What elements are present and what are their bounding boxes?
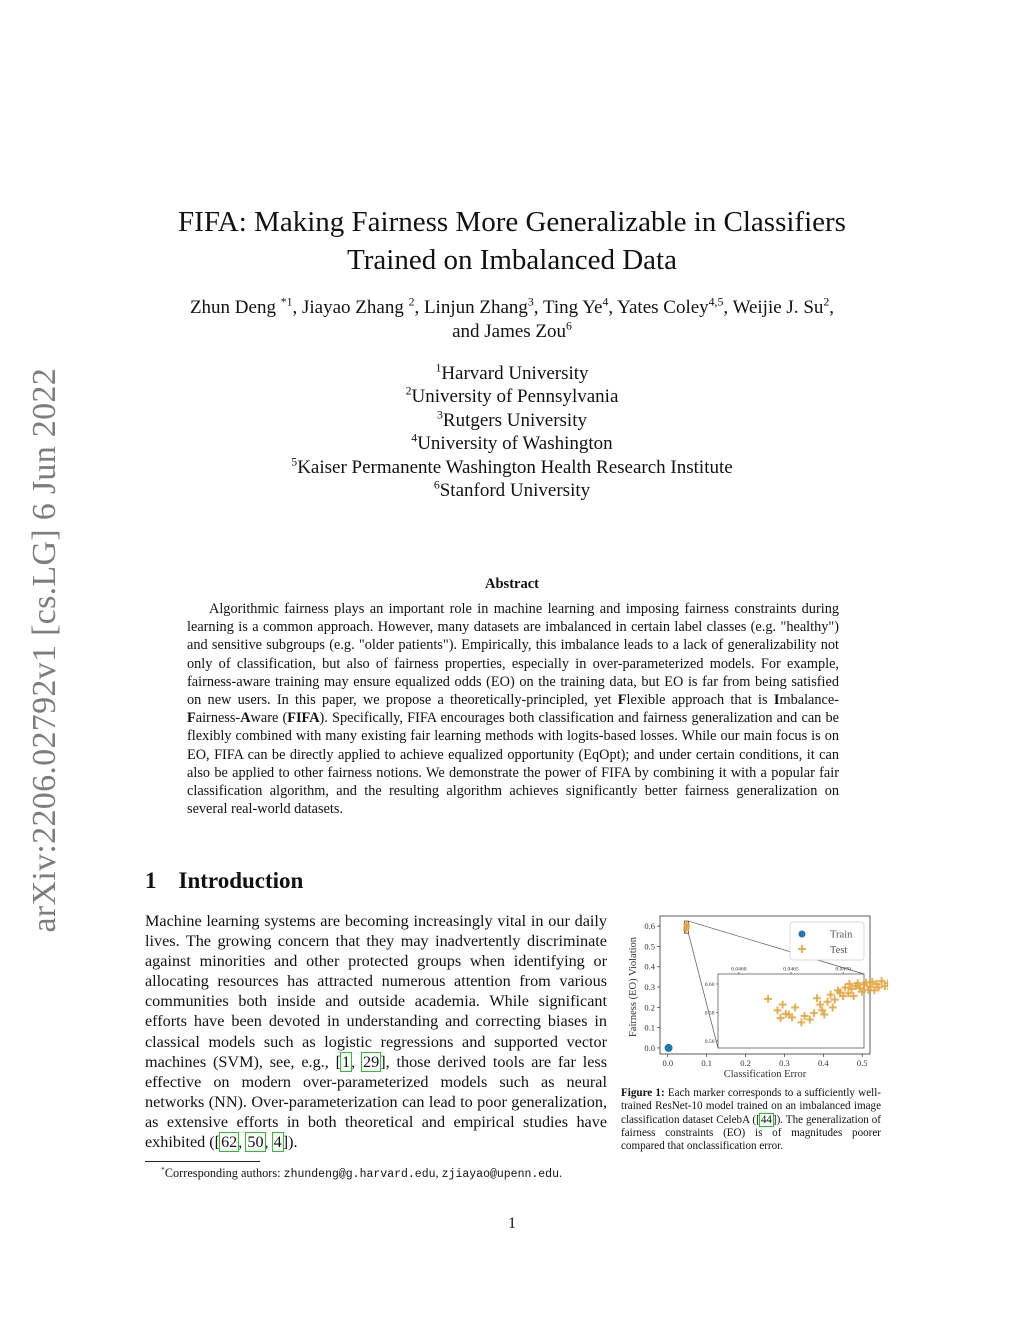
train-point xyxy=(665,1044,673,1052)
affiliation xyxy=(200,479,824,502)
abstract-part: ). Specifically, FIFA encourages both classification and fairness generalization and can be flexibly combined with many existing fair learning methods with logits-based losses. While our main focus is on EO, FIFA can be directly applied to achieve equalized opportunity (EqOpt); and under certain conditions, it can also be applied to other fairness notions. We demonstrate the power of FIFA by combining it with a popular fair classification algorithm, and the resulting algorithm achieves significantly better fairness generalization on several real-world datasets. xyxy=(187,710,839,818)
author-conjunction: and xyxy=(452,321,485,342)
section-heading-introduction xyxy=(145,868,303,894)
caption-text: Each marker corresponds to a sufficiently well-trained ResNet-10 model trained on an imbalanced image classification dataset CelebA ([ xyxy=(621,1087,881,1126)
citation-link[interactable]: 62 xyxy=(221,1133,238,1152)
inset-y-tick-label: 0.58 xyxy=(704,1010,715,1017)
intro-text: ]). xyxy=(282,1133,298,1152)
affiliation xyxy=(200,385,824,408)
inset-y-tick-label: 0.60 xyxy=(704,981,715,988)
affiliation-name: University of Pennsylvania xyxy=(411,386,619,408)
author-name: Linjun Zhang xyxy=(423,297,528,318)
y-tick-label: 0.4 xyxy=(644,961,655,972)
author-affil-mark: 6 xyxy=(566,319,572,333)
x-tick-label: 0.4 xyxy=(818,1058,829,1068)
x-tick-label: 0.5 xyxy=(856,1058,868,1068)
figure-label: Figure 1: xyxy=(621,1087,665,1099)
y-axis-label: Fairness (EO) Violation xyxy=(628,936,639,1038)
section-number: 1 xyxy=(145,868,157,893)
affiliation xyxy=(200,456,824,479)
footnote xyxy=(145,1165,615,1183)
author-affil-mark: 4 xyxy=(602,295,609,309)
abstract-heading: Abstract xyxy=(485,576,539,592)
legend-train-label: Train xyxy=(830,929,853,941)
section-title: Introduction xyxy=(178,868,304,893)
abstract-bold-letter: I xyxy=(773,692,780,709)
intro-paragraph xyxy=(145,911,607,1152)
x-tick-label: 0.3 xyxy=(779,1058,790,1068)
figure-caption xyxy=(621,1087,881,1153)
author-separator: , xyxy=(414,297,424,318)
author-separator: , xyxy=(533,297,543,318)
affiliation-name: Stanford University xyxy=(439,480,591,502)
inset-x-tick-label: 0.0470 xyxy=(835,966,851,973)
author-separator: , xyxy=(829,297,835,318)
page-number: 1 xyxy=(508,1215,516,1232)
citation-separator: , xyxy=(264,1133,273,1152)
abstract-bold-acronym: FIFA xyxy=(287,710,320,727)
affiliation-name: Kaiser Permanente Washington Health Research Institute xyxy=(297,456,733,478)
abstract-bold-letter: A xyxy=(240,710,251,727)
intro-text: ], those derived tools are far less effective on modern over-parameterized models such as neural networks (NN). Over-parameterization can lead to poor generalization, as extensive efforts in both theoretical and empirical studies have exhibited ([ xyxy=(145,1052,607,1152)
author-line-2 xyxy=(120,320,904,344)
author-name: Jiayao Zhang xyxy=(301,297,409,318)
author-affil-mark: 4,5 xyxy=(708,295,724,309)
author-affil-mark: 3 xyxy=(527,295,534,309)
inset-y-tick-label: 0.56 xyxy=(704,1038,715,1045)
affiliation-list xyxy=(200,362,824,502)
author-name: Yates Coley xyxy=(617,297,709,318)
abstract-part: mbalance- xyxy=(779,692,839,709)
affiliation-number: 2 xyxy=(405,385,412,399)
abstract-part: lexible approach that is xyxy=(626,692,774,709)
footnote-mark: * xyxy=(161,1164,165,1174)
abstract-part: airness- xyxy=(195,710,241,727)
author-separator: , xyxy=(723,297,733,318)
affiliation-number: 5 xyxy=(291,455,298,469)
paper-title xyxy=(140,203,884,279)
abstract-part: ware ( xyxy=(250,710,288,727)
affiliation-name: Harvard University xyxy=(441,363,589,384)
affiliation-number: 4 xyxy=(411,431,418,445)
author-affil-mark: 2 xyxy=(823,295,830,309)
y-tick-label: 0.5 xyxy=(644,941,655,952)
citation-link[interactable]: 44 xyxy=(760,1113,772,1126)
y-tick-label: 0.2 xyxy=(644,1002,655,1013)
scatter-chart xyxy=(618,912,888,1092)
email-address[interactable]: zhundeng@g.harvard.edu xyxy=(283,1168,436,1181)
author-name: James Zou xyxy=(484,321,567,342)
author-name: Weijie J. Su xyxy=(732,297,824,318)
citation-link[interactable]: 29 xyxy=(363,1052,380,1071)
abstract-bold-letter: F xyxy=(187,710,196,727)
arxiv-sidebar xyxy=(20,367,70,933)
author-affil-mark: 2 xyxy=(408,295,415,309)
affiliation xyxy=(200,409,824,432)
author-name: Ting Ye xyxy=(542,297,603,318)
x-axis-label: Classification Error xyxy=(723,1069,807,1080)
citation-separator: , xyxy=(351,1052,363,1071)
intro-text: Machine learning systems are becoming increasingly vital in our daily lives. The growing concern that they may inadvertently discriminate against minorities and other protected groups when identifying or allocating resources has attracted numerous attention from various communities both inside and outside academia. While significant efforts have been devoted in understanding and correcting biases in classical models such as logistic regressions and supported vector machines (SVM), see, e.g., [ xyxy=(145,912,607,1071)
citation-link[interactable]: 50 xyxy=(247,1133,264,1152)
author-name: Zhun Deng xyxy=(189,297,281,318)
title-line-2: Trained on Imbalanced Data xyxy=(347,244,677,276)
citation-link[interactable]: 1 xyxy=(342,1052,351,1071)
legend-train-marker xyxy=(799,931,806,938)
caption-text: ]). The generalization of fairness constraints (EO) is of magnitudes poorer compared that onclassification error. xyxy=(621,1113,881,1153)
y-tick-label: 0.1 xyxy=(644,1022,655,1033)
citation-link[interactable]: 4 xyxy=(273,1133,282,1152)
y-tick-label: 0.6 xyxy=(644,921,655,932)
affiliation-name: Rutgers University xyxy=(442,409,587,431)
affiliation-name: University of Washington xyxy=(417,433,613,455)
affiliation xyxy=(200,432,824,455)
x-tick-label: 0.1 xyxy=(701,1058,712,1068)
author-affil-mark: *1 xyxy=(280,295,293,309)
abstract-bold-letter: F xyxy=(617,692,627,709)
author-list xyxy=(120,296,904,344)
affiliation xyxy=(200,362,824,385)
legend-box xyxy=(790,922,864,960)
citation-separator: , xyxy=(238,1133,247,1152)
title-line-1: FIFA: Making Fairness More Generalizable in Classifiers xyxy=(178,206,846,238)
abstract-part: Algorithmic fairness plays an important role in machine learning and imposing fairness constraints during learning is a common approach. However, many datasets are imbalanced in certain label classes (e.g. "healthy") and sensitive subgroups (e.g. "older patients"). Empirically, this imbalance leads to a lack of generalizability not only of classification, but also of fairness properties, especially in over-parameterized models. For example, fairness-aware training may ensure equalized odds (EO) on the training data, but EO is far from being satisfied on new users. In this paper, we propose a theoretically-principled, yet xyxy=(187,601,839,709)
abstract-text xyxy=(187,600,839,818)
x-tick-label: 0.2 xyxy=(740,1058,751,1068)
email-address[interactable]: zjiayao@upenn.edu xyxy=(441,1168,559,1181)
footnote-end: . xyxy=(558,1166,563,1180)
figure-1 xyxy=(618,912,888,1092)
inset-frame xyxy=(718,974,864,1048)
author-separator: , xyxy=(292,297,302,318)
affiliation-number: 3 xyxy=(437,408,443,422)
footnote-rule xyxy=(145,1161,260,1162)
affiliation-number: 1 xyxy=(435,361,442,375)
legend-test-label: Test xyxy=(830,945,848,956)
footnote-text: Corresponding authors: xyxy=(164,1166,284,1180)
author-separator: , xyxy=(608,297,618,318)
x-tick-label: 0.0 xyxy=(662,1058,674,1068)
inset-x-tick-label: 0.0460 xyxy=(731,966,747,973)
affiliation-number: 6 xyxy=(433,478,440,492)
footnote-separator: , xyxy=(435,1166,442,1180)
author-line-1 xyxy=(120,296,904,320)
inset-x-tick-label: 0.0465 xyxy=(783,966,799,973)
y-tick-label: 0.0 xyxy=(644,1042,655,1053)
y-tick-label: 0.3 xyxy=(644,982,655,993)
arxiv-id: arXiv:2206.02792v1 [cs.LG] 6 Jun 2022 xyxy=(26,367,63,933)
